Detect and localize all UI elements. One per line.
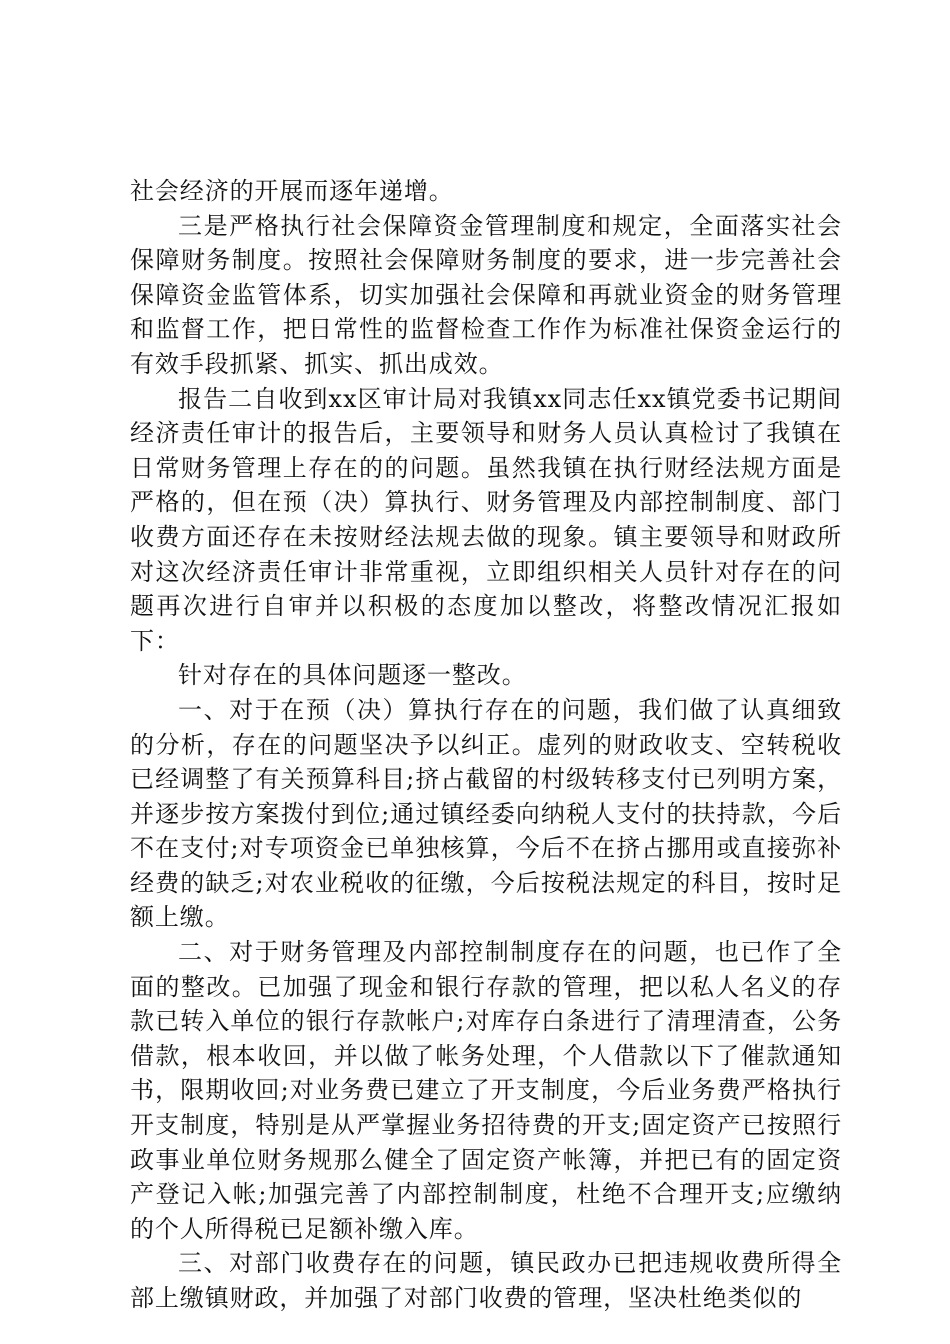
paragraph-report-two: 报告二自收到xx区审计局对我镇xx同志任xx镇党委书记期间经济责任审计的报告后，主要领导和财务人员认真检讨了我镇在日常财务管理上存在的的问题。虽然我镇在执行财经法规方面是严格的，但在预（决）算执行、财务管理及内部控制制度、部门收费方面还存在未按财经法规去做的现象。镇主要领导和财政所对这次经济责任审计非常重视，立即组织相关人员针对存在的问题再次进行自审并以积极的态度加以整改，将整改情况汇报如下： <box>130 384 842 655</box>
paragraph-continuation: 社会经济的开展而逐年递增。 <box>130 177 454 205</box>
paragraph-point-one: 一、对于在预（决）算执行存在的问题，我们做了认真细致的分析，存在的问题坚决予以纠正。虚列的财政收支、空转税收已经调整了有关预算科目;挤占截留的村级转移支付已列明方案，并逐步按方案拨付到位;通过镇经委向纳税人支付的扶持款，今后不在支付;对专项资金已单独核算，今后不在挤占挪用或直接弥补经费的缺乏;对农业税收的征缴，今后按税法规定的科目，按时足额上缴。 <box>130 695 842 932</box>
paragraph-point-two: 二、对于财务管理及内部控制制度存在的问题，也已作了全面的整改。已加强了现金和银行存款的管理，把以私人名义的存款已转入单位的银行存款帐户;对库存白条进行了清理清查，公务借款，根本收回，并以做了帐务处理，个人借款以下了催款通知书，限期收回;对业务费已建立了开支制度，今后业务费严格执行开支制度，特别是从严掌握业务招待费的开支;固定资产已按照行政事业单位财务规那么健全了固定资产帐簿，并把已有的固定资产登记入帐;加强完善了内部控制制度，杜绝不合理开支;应缴纳的个人所得税已足额补缴入库。 <box>130 938 842 1243</box>
paragraph-social-security: 三是严格执行社会保障资金管理制度和规定，全面落实社会保障财务制度。按照社会保障财务制度的要求，进一步完善社会保障资金监管体系，切实加强社会保障和再就业资金的财务管理和监督工作，把日常性的监督检查工作作为标准社保资金运行的有效手段抓紧、抓实、抓出成效。 <box>130 211 842 378</box>
document-page <box>130 174 842 1316</box>
paragraph-point-three: 三、对部门收费存在的问题，镇民政办已把违规收费所得全部上缴镇财政，并加强了对部门收费的管理，坚决杜绝类似的 <box>130 1249 842 1312</box>
paragraph-rectify-intro: 针对存在的具体问题逐一整改。 <box>178 661 527 690</box>
